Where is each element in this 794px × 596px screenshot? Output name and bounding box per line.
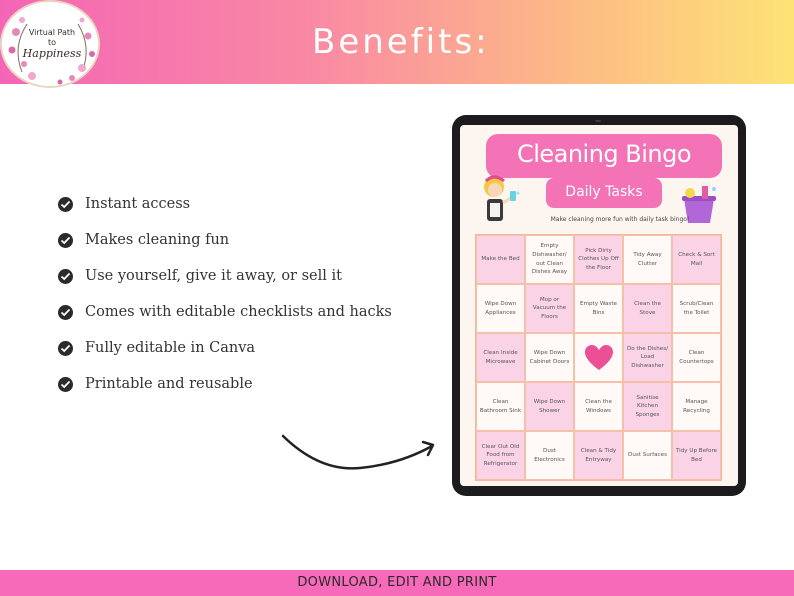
- cleaning-lady-illustration: [478, 173, 522, 231]
- subtitle-banner: [546, 178, 662, 208]
- bingo-cell: Manage Recycling: [672, 382, 721, 431]
- bingo-subtitle: Daily Tasks: [565, 184, 643, 200]
- bingo-cell: Dust Surfaces: [623, 431, 672, 480]
- bingo-cell: Wipe Down Cabinet Doors: [525, 333, 574, 382]
- benefit-item: [58, 258, 392, 294]
- bingo-cell: Dust Electronics: [525, 431, 574, 480]
- tablet-camera: [595, 120, 601, 122]
- benefit-label: Printable and reusable: [85, 376, 253, 392]
- bingo-cell: Clear Out Old Food from Refrigerator: [476, 431, 525, 480]
- check-circle-icon: [58, 269, 73, 284]
- logo-line-1: Virtual Path: [28, 28, 76, 37]
- footer-call-to-action: DOWNLOAD, EDIT AND PRINT: [297, 575, 497, 590]
- bingo-tagline: Make cleaning more fun with daily task bingo!: [550, 216, 690, 223]
- benefit-label: Fully editable in Canva: [85, 340, 256, 356]
- logo: [0, 0, 100, 88]
- bingo-free-cell: [574, 333, 623, 382]
- check-circle-icon: [58, 197, 73, 212]
- page-title: Benefits:: [312, 22, 490, 62]
- bingo-cell: Tidy Away Clutter: [623, 235, 672, 284]
- benefit-item: [58, 186, 392, 222]
- benefit-label: Instant access: [85, 196, 191, 212]
- bingo-cell: Wipe Down Appliances: [476, 284, 525, 333]
- bingo-cell: Do the Dishes/ Load Dishwasher: [623, 333, 672, 382]
- bingo-cell: Empty Dishwasher/ out Clean Dishes Away: [525, 235, 574, 284]
- logo-line-3: Happiness: [22, 47, 82, 60]
- bingo-cell: Clean the Stove: [623, 284, 672, 333]
- benefit-label: Makes cleaning fun: [85, 232, 230, 248]
- logo-line-2: to: [47, 38, 57, 47]
- heart-icon: [584, 344, 614, 372]
- bingo-grid: [475, 234, 722, 481]
- tablet-mockup: [452, 115, 746, 496]
- bingo-cell: Mop or Vacuum the Floors: [525, 284, 574, 333]
- bingo-cell: Clean & Tidy Entryway: [574, 431, 623, 480]
- bingo-cell: Pick Dirty Clothes Up Off the Floor: [574, 235, 623, 284]
- check-circle-icon: [58, 305, 73, 320]
- bingo-cell: Clean Countertops: [672, 333, 721, 382]
- bingo-cell: Empty Waste Bins: [574, 284, 623, 333]
- benefit-item: [58, 366, 392, 402]
- bingo-cell: Clean Bathroom Sink: [476, 382, 525, 431]
- check-circle-icon: [58, 377, 73, 392]
- benefit-item: [58, 222, 392, 258]
- benefit-item: [58, 330, 392, 366]
- bingo-cell: Sanitise Kitchen Sponges: [623, 382, 672, 431]
- check-circle-icon: [58, 233, 73, 248]
- benefits-list: [58, 186, 392, 402]
- bingo-cell: Wipe Down Shower: [525, 382, 574, 431]
- benefit-label: Comes with editable checklists and hacks: [85, 304, 392, 320]
- footer-banner: [0, 570, 794, 596]
- bingo-cell: Make the Bed: [476, 235, 525, 284]
- bingo-cell: Check & Sort Mail: [672, 235, 721, 284]
- benefit-item: [58, 294, 392, 330]
- header-banner: [0, 0, 794, 84]
- bingo-cell: Scrub/Clean the Toilet: [672, 284, 721, 333]
- bingo-cell: Tidy Up Before Bed: [672, 431, 721, 480]
- curved-arrow-icon: [280, 430, 440, 480]
- bingo-title: Cleaning Bingo: [516, 140, 692, 168]
- bingo-cell: Clean Inside Microwave: [476, 333, 525, 382]
- title-banner: [486, 134, 722, 178]
- bingo-cell: Clean the Windows: [574, 382, 623, 431]
- tablet-screen: [460, 125, 738, 486]
- benefit-label: Use yourself, give it away, or sell it: [85, 268, 342, 284]
- check-circle-icon: [58, 341, 73, 356]
